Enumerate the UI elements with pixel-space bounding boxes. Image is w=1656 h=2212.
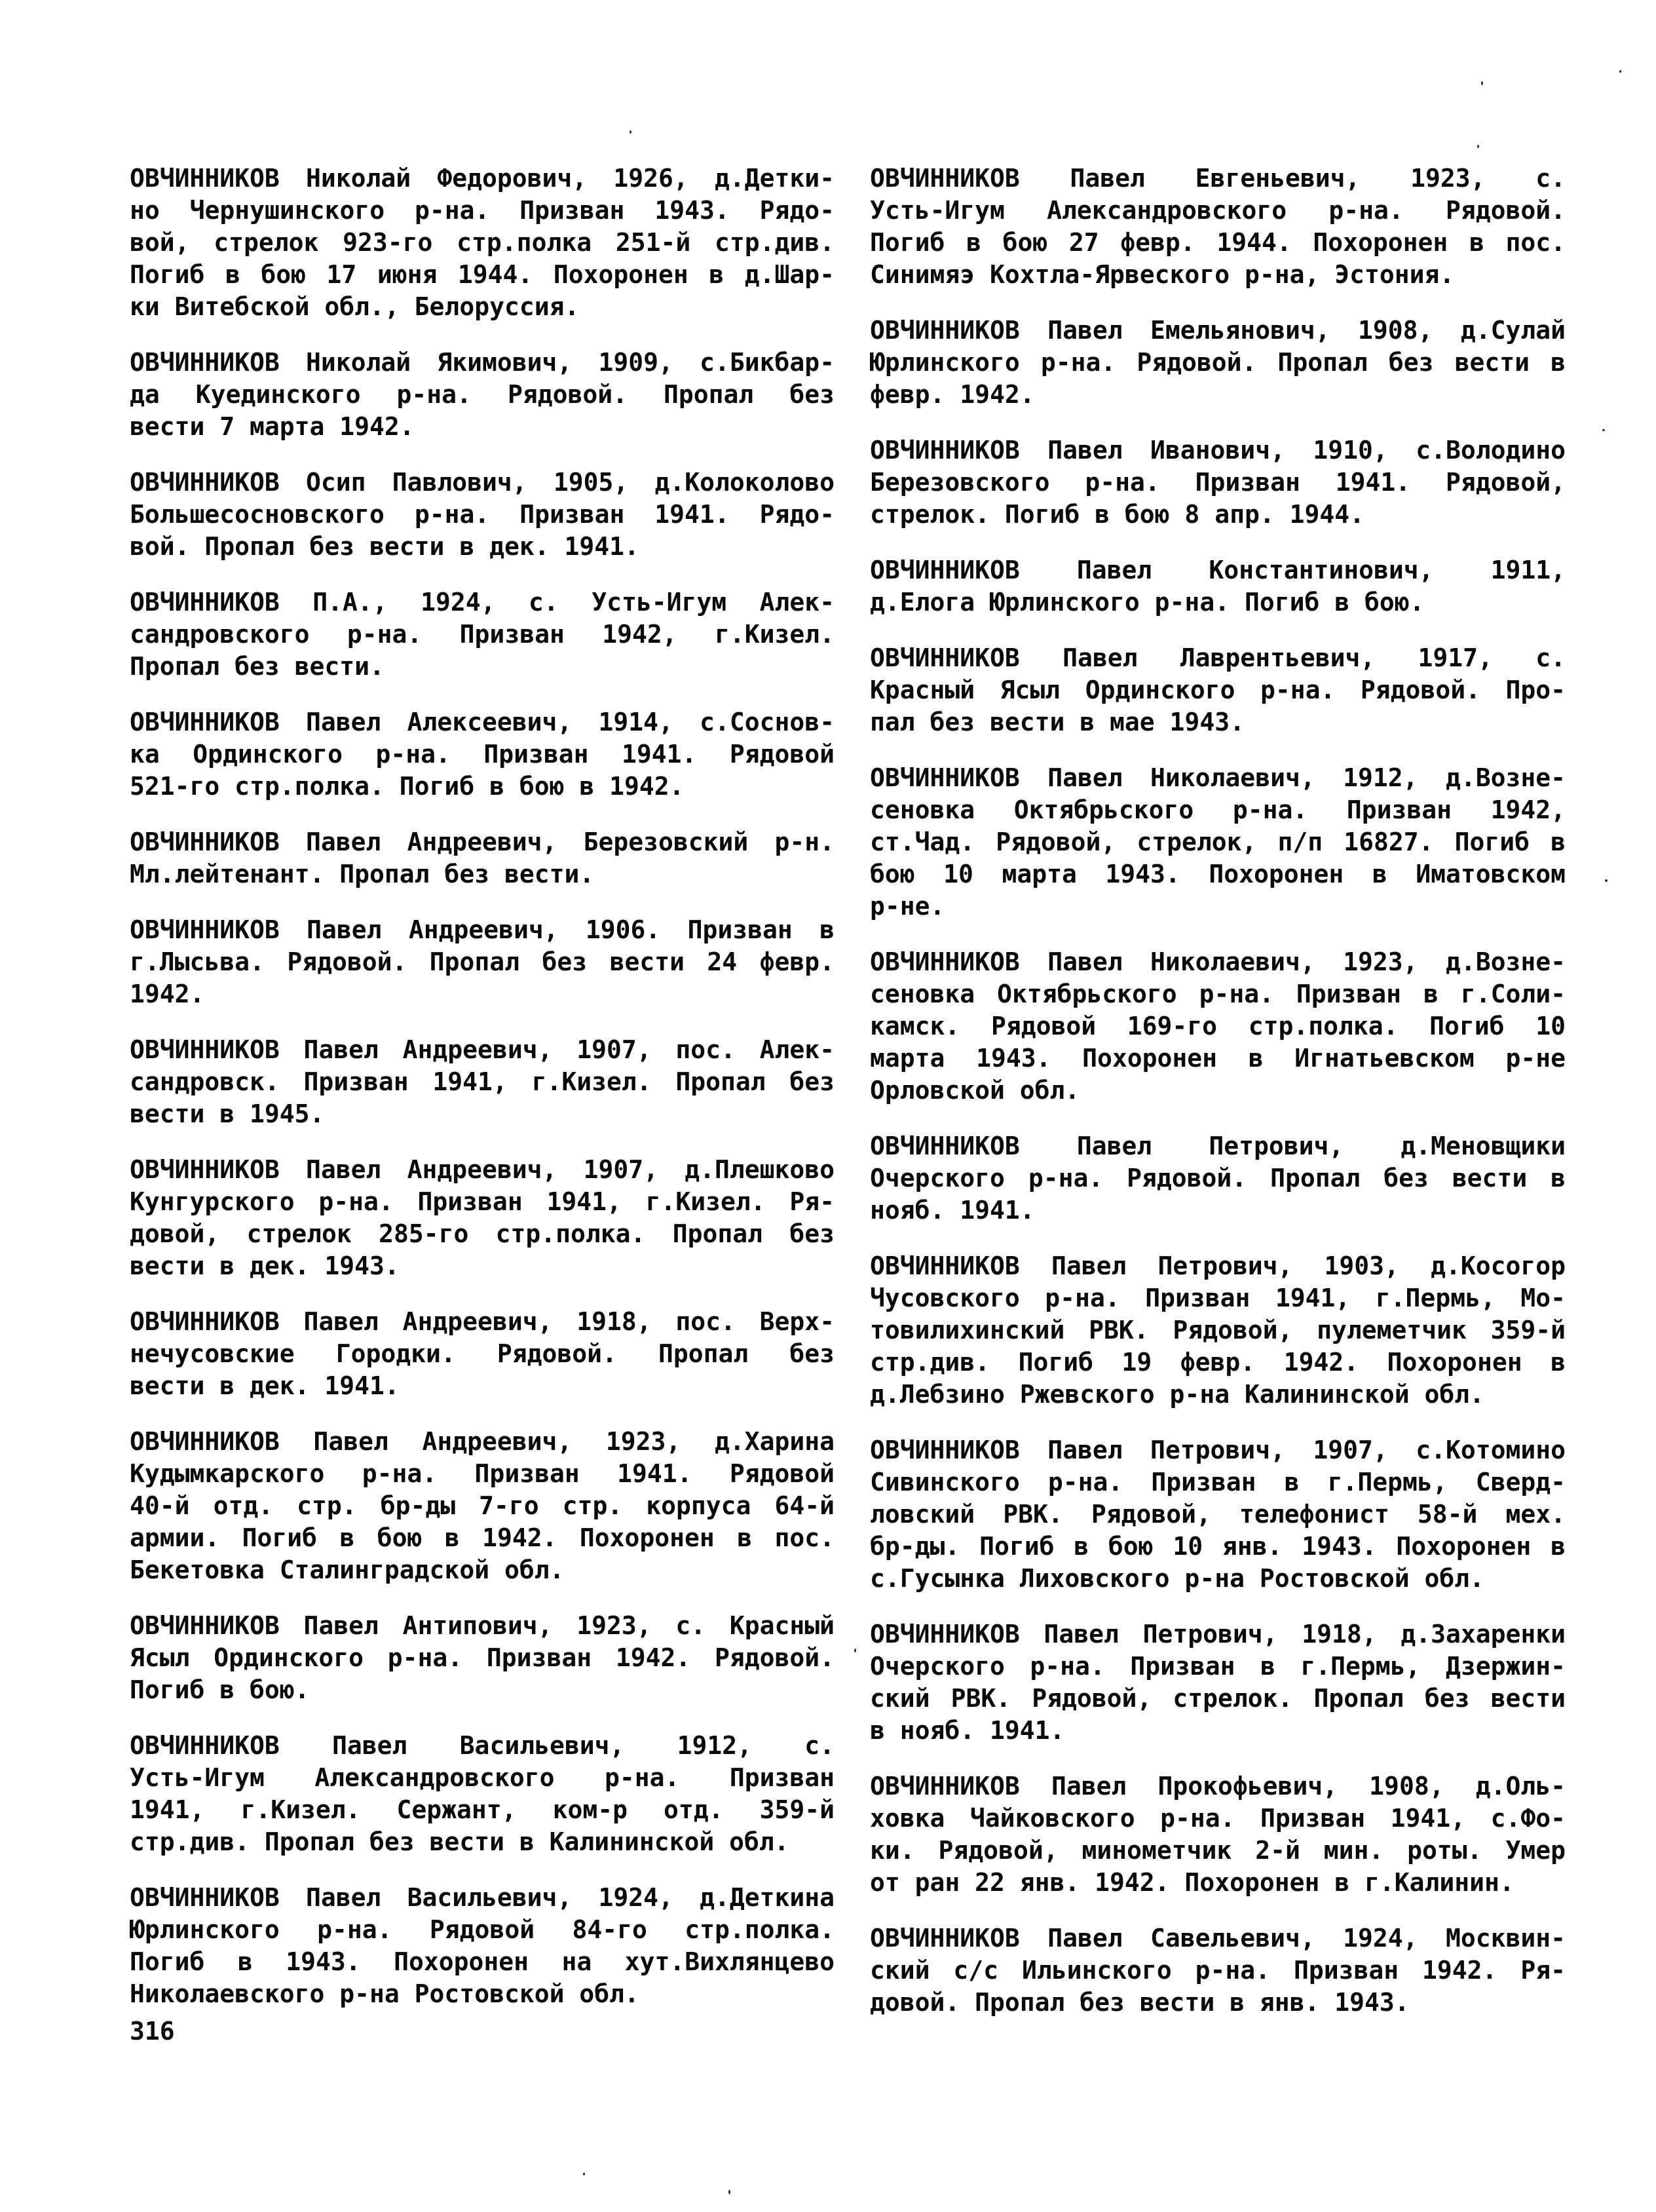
entry-line: ОВЧИННИКОВ Павел Емельянович, 1908, д.Сулай [870,316,1566,345]
entry-line: Усть-Игум Александровского р-на. Рядовой. [870,196,1566,225]
scan-speck [854,1649,856,1652]
entry-line: ловский РВК. Рядовой, телефонист 58-й мех. [870,1500,1566,1529]
memorial-entry [870,434,1566,531]
entry-line: вести 7 марта 1942. [130,412,415,441]
scan-speck [1605,879,1608,882]
entry-line: стр.див. Пропал без вести в Калининской обл. [130,1827,789,1856]
left-column [130,162,835,2034]
entry-line: ОВЧИННИКОВ Павел Евгеньевич, 1923, с. [870,164,1566,193]
entry-line: Погиб в бою 27 февр. 1944. Похоронен в пос. [870,228,1566,257]
entry-line: Кунгурского р-на. Призван 1941, г.Кизел. Ря- [130,1187,835,1216]
entry-line: бою 10 марта 1943. Похоронен в Иматовском [870,860,1566,888]
entry-line: нечусовские Городки. Рядовой. Пропал без [130,1339,835,1368]
entry-line: д.Лебзино Ржевского р-на Калининской обл. [870,1380,1484,1409]
memorial-entry [870,554,1566,619]
memorial-entry [130,1730,835,1858]
entry-line: ОВЧИННИКОВ Павел Андреевич, 1907, д.Плешково [130,1155,835,1184]
entry-line: Сивинского р-на. Призван в г.Пермь, Сверд- [870,1468,1566,1497]
memorial-entry [130,1426,835,1586]
entry-line: ОВЧИННИКОВ Павел Петрович, 1903, д.Косогор [870,1251,1566,1280]
memorial-entry [870,1618,1566,1747]
memorial-entry [130,826,835,890]
entry-line: стр.див. Погиб 19 февр. 1942. Похоронен в [870,1348,1566,1377]
memorial-entry [870,762,1566,923]
entry-line: ОВЧИННИКОВ Павел Петрович, д.Меновщики [870,1132,1566,1160]
entry-line: Николаевского р-на Ростовской обл. [130,1979,639,2008]
entry-line: с.Гусынка Лиховского р-на Ростовской обл. [870,1564,1484,1593]
entry-line: ОВЧИННИКОВ Павел Васильевич, 1912, с. [130,1731,835,1760]
entry-line: ОВЧИННИКОВ Павел Константинович, 1911, [870,556,1566,584]
entry-line: ОВЧИННИКОВ Павел Антипович, 1923, с. Красный [130,1611,835,1640]
entry-line: ОВЧИННИКОВ Павел Николаевич, 1912, д.Возне- [870,763,1566,792]
entry-line: февр. 1942. [870,380,1035,409]
scan-speck [630,130,631,134]
entry-line: Ясыл Ординского р-на. Призван 1942. Рядовой. [130,1643,835,1672]
entry-line: ОВЧИННИКОВ Павел Петрович, 1907, с.Котомино [870,1436,1566,1464]
entry-line: ОВЧИННИКОВ Николай Федорович, 1926, д.Детки- [130,164,835,193]
entry-line: Березовского р-на. Призван 1941. Рядовой, [870,468,1566,497]
entry-line: 521-го стр.полка. Погиб в бою в 1942. [130,772,685,801]
entry-line: довой. Пропал без вести в янв. 1943. [870,1988,1410,2017]
memorial-entry [130,1882,835,2010]
entry-line: сандровского р-на. Призван 1942, г.Кизел. [130,620,835,649]
memorial-entry [130,1154,835,1282]
entry-line: Юрлинского р-на. Рядовой 84-го стр.полка. [130,1915,835,1944]
memorial-entry [870,315,1566,411]
scan-speck [1602,429,1605,431]
entry-line: ОВЧИННИКОВ Павел Савельевич, 1924, Москвин- [870,1924,1566,1953]
entry-line: вой, стрелок 923-го стр.полка 251-й стр.див. [130,228,835,257]
entry-line: в нояб. 1941. [870,1716,1065,1745]
entry-line: сеновка Октябрьского р-на. Призван 1942, [870,795,1566,824]
memorial-entry [870,162,1566,291]
entry-line: ОВЧИННИКОВ Павел Андреевич, 1906. Призван в [130,915,835,944]
entry-line: камск. Рядовой 169-го стр.полка. Погиб 10 [870,1012,1566,1040]
entry-line: д.Елога Юрлинского р-на. Погиб в бою. [870,588,1425,617]
entry-line: 1941, г.Кизел. Сержант, ком-р отд. 359-й [130,1795,835,1824]
entry-line: ОВЧИННИКОВ Павел Прокофьевич, 1908, д.Оль- [870,1772,1566,1801]
memorial-entry [130,1306,835,1402]
entry-line: ОВЧИННИКОВ Павел Васильевич, 1924, д.Деткина [130,1883,835,1912]
memorial-entry [870,642,1566,738]
entry-line: сеновка Октябрьского р-на. Призван в г.Соли- [870,980,1566,1008]
entry-line: ОВЧИННИКОВ Павел Лаврентьевич, 1917, с. [870,643,1566,672]
memorial-entry [130,586,835,683]
entry-line: ский РВК. Рядовой, стрелок. Пропал без вести [870,1684,1566,1713]
entry-line: вести в 1945. [130,1099,325,1128]
entry-line: ОВЧИННИКОВ Павел Андреевич, Березовский р-н. [130,828,835,856]
entry-line: р-не. [870,892,945,921]
entry-line: бр-ды. Погиб в бою 10 янв. 1943. Похоронен в [870,1532,1566,1561]
entry-line: сандровск. Призван 1941, г.Кизел. Пропал без [130,1067,835,1096]
entry-line: ховка Чайковского р-на. Призван 1941, с.Фо- [870,1804,1566,1833]
memorial-entry [130,1034,835,1130]
entry-line: ОВЧИННИКОВ Павел Андреевич, 1918, пос. Верх- [130,1307,835,1336]
scan-speck [1619,70,1621,73]
entry-line: ОВЧИННИКОВ Павел Иванович, 1910, с.Володино [870,436,1566,465]
entry-line: ки. Рядовой, минометчик 2-й мин. роты. Умер [870,1836,1566,1865]
entry-line: Очерского р-на. Рядовой. Пропал без вести в [870,1164,1566,1192]
entry-line: Погиб в бою. [130,1675,310,1704]
entry-line: армии. Погиб в бою в 1942. Похоронен в пос. [130,1523,835,1552]
entry-line: 40-й отд. стр. бр-ды 7-го стр. корпуса 64-й [130,1491,835,1520]
memorial-entry [130,914,835,1010]
entry-line: ки Витебской обл., Белоруссия. [130,292,580,321]
memorial-entry [870,1250,1566,1411]
entry-line: довой, стрелок 285-го стр.полка. Пропал без [130,1219,835,1248]
entry-line: Кудымкарского р-на. Призван 1941. Рядовой [130,1459,835,1488]
scan-speck [1477,145,1479,148]
entry-line: ОВЧИННИКОВ Павел Андреевич, 1907, пос. Алек- [130,1035,835,1064]
entry-line: стрелок. Погиб в бою 8 апр. 1944. [870,500,1364,529]
entry-line: Пропал без вести. [130,652,385,681]
entry-line: Чусовского р-на. Призван 1941, г.Пермь, Мо- [870,1284,1566,1312]
entry-line: ОВЧИННИКОВ Павел Николаевич, 1923, д.Возне- [870,947,1566,976]
entry-line: ст.Чад. Рядовой, стрелок, п/п 16827. Погиб в [870,828,1566,856]
right-column [870,162,1566,2042]
page-number: 316 [130,2017,175,2046]
entry-line: Усть-Игум Александровского р-на. Призван [130,1763,835,1792]
entry-line: Погиб в 1943. Похоронен на хут.Вихлянцево [130,1947,835,1976]
entry-line: Очерского р-на. Призван в г.Пермь, Дзержин- [870,1652,1566,1681]
entry-line: Юрлинского р-на. Рядовой. Пропал без вести в [870,348,1566,377]
entry-line: Орловской обл. [870,1076,1080,1105]
memorial-entry [870,1770,1566,1899]
entry-line: Бекетовка Сталинградской обл. [130,1555,565,1584]
memorial-entry [870,1922,1566,2019]
memorial-entry [130,467,835,563]
entry-line: Погиб в бою 17 июня 1944. Похоронен в д.Шар- [130,260,835,289]
entry-line: ОВЧИННИКОВ Павел Андреевич, 1923, д.Харина [130,1427,835,1456]
entry-line: ОВЧИННИКОВ Николай Якимович, 1909, с.Бикбар- [130,348,835,377]
entry-line: вести в дек. 1941. [130,1371,400,1400]
entry-line: ка Ординского р-на. Призван 1941. Рядовой [130,740,835,769]
entry-line: 1942. [130,980,205,1008]
memorial-entry [130,1610,835,1706]
entry-line: марта 1943. Похоронен в Игнатьевском р-не [870,1044,1566,1073]
entry-line: ский с/с Ильинского р-на. Призван 1942. Ря- [870,1956,1566,1985]
entry-line: пал без вести в мае 1943. [870,708,1245,736]
entry-line: товилихинский РВК. Рядовой, пулеметчик 359-й [870,1316,1566,1344]
memorial-entry [870,946,1566,1107]
entry-line: Большесосновского р-на. Призван 1941. Рядо- [130,500,835,529]
entry-line: г.Лысьва. Рядовой. Пропал без вести 24 февр. [130,947,835,976]
scan-speck [728,2190,730,2194]
entry-line: Мл.лейтенант. Пропал без вести. [130,860,595,888]
entry-line: нояб. 1941. [870,1196,1035,1225]
entry-line: ОВЧИННИКОВ Павел Алексеевич, 1914, с.Соснов- [130,708,835,736]
entry-line: ОВЧИННИКОВ Осип Павлович, 1905, д.Колоколово [130,468,835,497]
entry-line: ОВЧИННИКОВ П.А., 1924, с. Усть-Игум Алек- [130,588,835,617]
entry-line: вой. Пропал без вести в дек. 1941. [130,532,639,561]
entry-line: но Чернушинского р-на. Призван 1943. Рядо- [130,196,835,225]
memorial-entry [130,706,835,803]
memorial-entry [870,1130,1566,1227]
entry-line: от ран 22 янв. 1942. Похоронен в г.Калинин. [870,1868,1515,1897]
memorial-entry [130,347,835,443]
scan-speck [1481,81,1483,85]
scan-speck [583,2173,585,2175]
entry-line: Красный Ясыл Ординского р-на. Рядовой. Про- [870,676,1566,704]
entry-line: да Куединского р-на. Рядовой. Пропал без [130,380,835,409]
memorial-entry [870,1434,1566,1595]
entry-line: Синимяэ Кохтла-Ярвеского р-на, Эстония. [870,260,1455,289]
memorial-entry [130,162,835,323]
entry-line: ОВЧИННИКОВ Павел Петрович, 1918, д.Захаренки [870,1620,1566,1649]
entry-line: вести в дек. 1943. [130,1251,400,1280]
